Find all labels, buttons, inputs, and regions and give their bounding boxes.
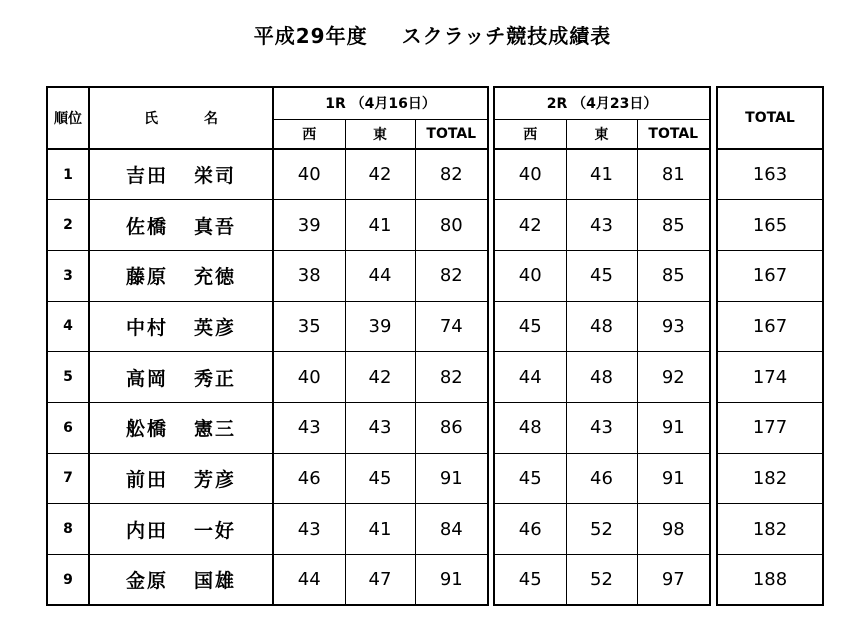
table-row xyxy=(494,301,710,352)
table-row xyxy=(494,504,710,555)
rank-cell: 6 xyxy=(47,402,89,453)
round2-total-score: 85 xyxy=(637,250,710,301)
round2-header: 2R （4月23日） xyxy=(494,87,710,119)
player-given-name: 憲三 xyxy=(194,418,237,441)
player-name-cell xyxy=(89,402,273,453)
round1-west-score: 35 xyxy=(273,301,345,352)
round1-west-score: 46 xyxy=(273,453,345,504)
player-name-cell xyxy=(89,555,273,606)
table-row xyxy=(717,453,823,504)
round2-total-score: 91 xyxy=(637,402,710,453)
round2-west-score: 40 xyxy=(494,250,566,301)
player-name-cell xyxy=(89,250,273,301)
rank-header: 順位 xyxy=(47,87,89,149)
round1-east-score: 42 xyxy=(345,352,415,403)
round2-west-score: 44 xyxy=(494,352,566,403)
grand-total-score: 167 xyxy=(717,301,823,352)
table-row xyxy=(494,453,710,504)
round1-total-score: 74 xyxy=(415,301,488,352)
player-name-cell xyxy=(89,453,273,504)
round1-total-score: 86 xyxy=(415,402,488,453)
player-surname: 中村 xyxy=(125,316,168,339)
round1-total-header: TOTAL xyxy=(415,119,488,149)
grand-total-score: 165 xyxy=(717,200,823,251)
table-row xyxy=(717,301,823,352)
round2-total-score: 92 xyxy=(637,352,710,403)
round1-total-score: 91 xyxy=(415,453,488,504)
table-row xyxy=(47,402,488,453)
rank-cell: 9 xyxy=(47,555,89,606)
player-given-name: 国雄 xyxy=(194,570,237,593)
round1-rows xyxy=(47,149,488,605)
round2-east-score: 45 xyxy=(566,250,637,301)
table-row xyxy=(717,352,823,403)
player-name-cell xyxy=(89,504,273,555)
player-surname: 高岡 xyxy=(125,367,168,390)
table-row xyxy=(494,250,710,301)
round2-total-score: 85 xyxy=(637,200,710,251)
table-row xyxy=(494,200,710,251)
table-row xyxy=(494,149,710,200)
table-row xyxy=(47,301,488,352)
round1-west-header: 西 xyxy=(273,119,345,149)
grand-total-score: 188 xyxy=(717,555,823,606)
player-given-name: 英彦 xyxy=(194,316,237,339)
grand-total-header-row xyxy=(717,87,823,149)
table-row xyxy=(494,402,710,453)
round1-east-score: 41 xyxy=(345,200,415,251)
round2-east-header: 東 xyxy=(566,119,637,149)
round2-east-score: 52 xyxy=(566,555,637,606)
rank-cell: 4 xyxy=(47,301,89,352)
round2-table xyxy=(493,86,711,606)
grand-total-header: TOTAL xyxy=(717,87,823,149)
round1-east-score: 45 xyxy=(345,453,415,504)
player-given-name: 一好 xyxy=(194,519,237,542)
grand-total-score: 182 xyxy=(717,504,823,555)
round2-east-score: 52 xyxy=(566,504,637,555)
round2-west-score: 46 xyxy=(494,504,566,555)
round2-east-score: 41 xyxy=(566,149,637,200)
table-row xyxy=(717,149,823,200)
round1-west-score: 39 xyxy=(273,200,345,251)
round2-west-header: 西 xyxy=(494,119,566,149)
round1-total-score: 84 xyxy=(415,504,488,555)
round1-table xyxy=(46,86,489,606)
round1-east-score: 47 xyxy=(345,555,415,606)
table-row xyxy=(717,250,823,301)
round1-east-score: 42 xyxy=(345,149,415,200)
round2-table-body xyxy=(494,87,710,149)
grand-total-score: 182 xyxy=(717,453,823,504)
player-name-cell xyxy=(89,352,273,403)
round2-total-score: 81 xyxy=(637,149,710,200)
player-given-name: 秀正 xyxy=(194,367,237,390)
rank-cell: 2 xyxy=(47,200,89,251)
rank-cell: 1 xyxy=(47,149,89,200)
player-surname: 藤原 xyxy=(125,266,168,289)
player-given-name: 栄司 xyxy=(194,165,237,188)
name-header-a: 氏 xyxy=(144,111,158,127)
player-surname: 吉田 xyxy=(125,165,168,188)
table-row xyxy=(717,200,823,251)
round1-west-score: 44 xyxy=(273,555,345,606)
name-header xyxy=(89,87,273,149)
round1-west-score: 40 xyxy=(273,352,345,403)
round2-total-score: 97 xyxy=(637,555,710,606)
grand-total-table xyxy=(716,86,824,606)
round1-header: 1R （4月16日） xyxy=(273,87,488,119)
title-year: 平成29年度 xyxy=(253,24,368,48)
rank-cell: 5 xyxy=(47,352,89,403)
round2-west-score: 40 xyxy=(494,149,566,200)
round2-west-score: 42 xyxy=(494,200,566,251)
round2-total-score: 98 xyxy=(637,504,710,555)
player-surname: 舩橋 xyxy=(125,418,168,441)
table-row xyxy=(47,453,488,504)
round1-total-score: 82 xyxy=(415,352,488,403)
player-surname: 金原 xyxy=(125,570,168,593)
round1-east-score: 41 xyxy=(345,504,415,555)
round1-west-score: 43 xyxy=(273,402,345,453)
round1-total-score: 80 xyxy=(415,200,488,251)
round2-east-score: 43 xyxy=(566,402,637,453)
round2-west-score: 45 xyxy=(494,301,566,352)
round1-total-score: 91 xyxy=(415,555,488,606)
table-row xyxy=(717,504,823,555)
round1-west-score: 38 xyxy=(273,250,345,301)
grand-total-score: 177 xyxy=(717,402,823,453)
table-row xyxy=(494,555,710,606)
round1-east-header: 東 xyxy=(345,119,415,149)
round1-east-score: 43 xyxy=(345,402,415,453)
round2-east-score: 46 xyxy=(566,453,637,504)
rank-cell: 3 xyxy=(47,250,89,301)
round2-east-score: 43 xyxy=(566,200,637,251)
grand-total-rows xyxy=(717,149,823,605)
round2-west-score: 45 xyxy=(494,555,566,606)
table-row xyxy=(47,250,488,301)
table-row xyxy=(47,149,488,200)
table-row xyxy=(717,402,823,453)
round2-east-score: 48 xyxy=(566,301,637,352)
player-given-name: 真吾 xyxy=(194,215,237,238)
round2-header-row-2 xyxy=(494,119,710,149)
round2-east-score: 48 xyxy=(566,352,637,403)
round2-total-header: TOTAL xyxy=(637,119,710,149)
grand-total-table-body xyxy=(717,87,823,149)
player-given-name: 芳彦 xyxy=(194,468,237,491)
round2-total-score: 93 xyxy=(637,301,710,352)
round1-east-score: 39 xyxy=(345,301,415,352)
table-row xyxy=(47,504,488,555)
grand-total-score: 167 xyxy=(717,250,823,301)
round2-rows xyxy=(494,149,710,605)
name-header-b: 名 xyxy=(204,111,218,127)
grand-total-score: 163 xyxy=(717,149,823,200)
round1-table-body xyxy=(47,87,488,149)
player-surname: 前田 xyxy=(125,468,168,491)
table-row xyxy=(47,555,488,606)
table-row xyxy=(47,200,488,251)
grand-total-score: 174 xyxy=(717,352,823,403)
round2-total-score: 91 xyxy=(637,453,710,504)
rank-cell: 7 xyxy=(47,453,89,504)
player-surname: 佐橋 xyxy=(125,215,168,238)
table-row xyxy=(717,555,823,606)
player-name-cell xyxy=(89,149,273,200)
player-name-cell xyxy=(89,200,273,251)
rank-cell: 8 xyxy=(47,504,89,555)
round1-east-score: 44 xyxy=(345,250,415,301)
player-surname: 内田 xyxy=(125,519,168,542)
round1-west-score: 43 xyxy=(273,504,345,555)
table-row xyxy=(494,352,710,403)
round1-total-score: 82 xyxy=(415,250,488,301)
player-name-cell xyxy=(89,301,273,352)
round2-west-score: 48 xyxy=(494,402,566,453)
title-text: スクラッチ競技成績表 xyxy=(401,24,612,48)
table-row xyxy=(47,352,488,403)
round2-header-row-1 xyxy=(494,87,710,119)
round1-total-score: 82 xyxy=(415,149,488,200)
round1-west-score: 40 xyxy=(273,149,345,200)
header-row-1 xyxy=(47,87,488,119)
round2-west-score: 45 xyxy=(494,453,566,504)
player-given-name: 充徳 xyxy=(194,266,237,289)
